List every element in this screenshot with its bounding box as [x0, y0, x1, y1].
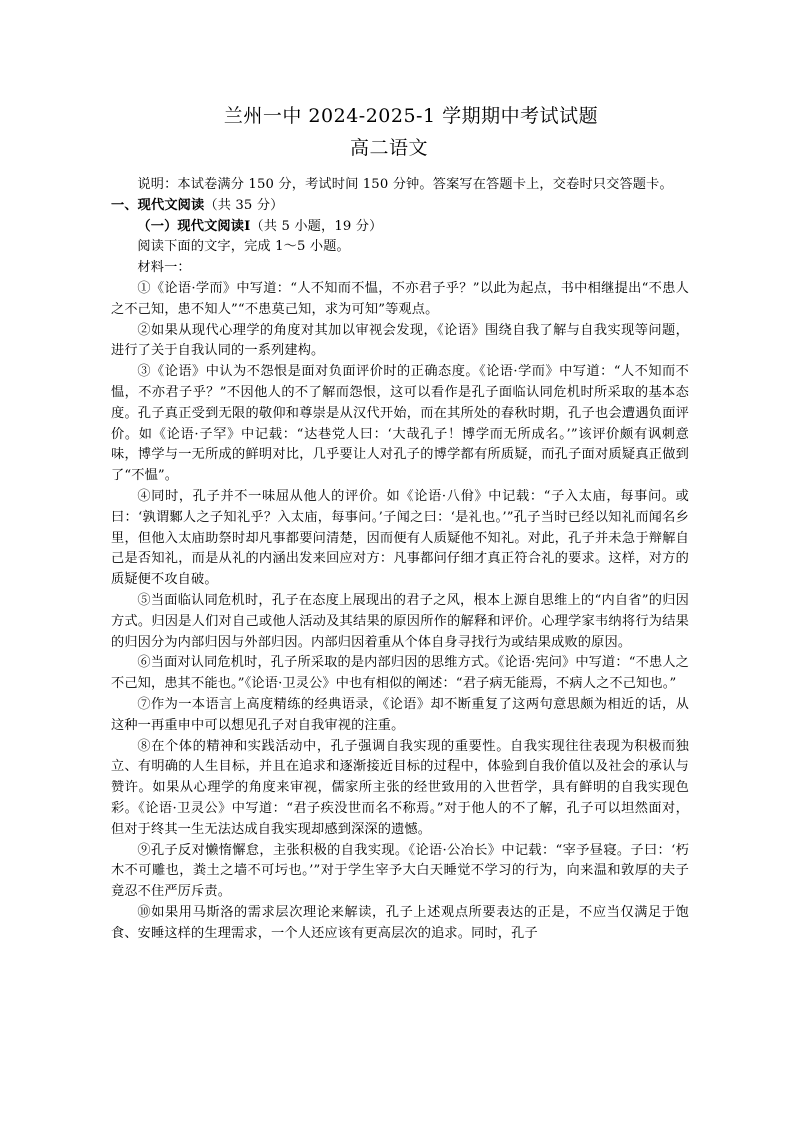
paragraph: ②如果从现代心理学的角度对其加以审视会发现，《论语》围绕自我了解与自我实现等问题，进行了关于自我认同的一系列建构。 [111, 322, 689, 359]
exam-title: 兰州一中 2024-2025-1 学期期中考试试题 [223, 105, 599, 127]
subsection-heading [111, 217, 689, 238]
paragraph: ④同时，孔子并不一味屈从他人的评价。如《论语·八佾》中记载：“子入太庙，每事问。或曰：‘孰谓鄹人之子知礼乎？入太庙，每事问。’子闻之曰：‘是礼也。’”孔子当时已经以知礼而闻名乡里，但他入太庙助祭时却凡事都要问清楚，因而便有人质疑他不知礼。对此，孔子并未急于辩解自己是否知礼，而是从礼的内涵出发来回应对方：凡事都问仔细才真正符合礼的要求。这样，对方的质疑便不攻自破。 [111, 488, 689, 588]
paragraph: ①《论语·学而》中写道：“人不知而不愠，不亦君子乎？”以此为起点，书中相继提出“不患人之不己知，患不知人”“不患莫己知，求为可知”等观点。 [111, 280, 689, 317]
paragraph: ③《论语》中认为不怨恨是面对负面评价时的正确态度。《论语·学而》中写道：“人不知而不愠，不亦君子乎？”不因他人的不了解而怨恨，这可以看作是孔子面临认同危机时所采取的基本态度。孔子真正受到无限的敬仰和尊崇是从汉代开始，而在其所处的春秋时期，孔子也会遭遇负面评价。如《论语·子罕》中记载：“达巷党人曰：‘大哉孔子！博学而无所成名。’”该评价颇有讽刺意味，博学与一无所成的鲜明对比，几乎要让人对孔子的博学都有所质疑，而孔子面对质疑真正做到了“不愠”。 [111, 364, 689, 484]
subsection-score: （共 5 小题，19 分） [250, 218, 383, 234]
paragraph: ⑦作为一本语言上高度精练的经典语录，《论语》却不断重复了这两句意思颇为相近的话，从这种一再重申中可以想见孔子对自我审视的注重。 [111, 696, 689, 733]
reading-instruction: 阅读下面的文字，完成 1～5 小题。 [137, 239, 350, 255]
paragraph: ⑨孔子反对懒惰懈怠，主张积极的自我实现。《论语·公冶长》中记载：“宰予昼寝。子曰：‘朽木不可雕也，粪土之墙不可圬也。’”对于学生宰予大白天睡觉不学习的行为，向来温和敦厚的夫子竟忍不住严厉斥责。 [111, 842, 689, 900]
document-body [111, 175, 689, 944]
exam-subtitle: 高二语文 [349, 137, 428, 159]
subsection-heading-label: （一）现代文阅读Ⅰ [137, 218, 251, 234]
section-score: （共 35 分） [204, 197, 284, 213]
paragraph: ⑥当面对认同危机时，孔子所采取的是内部归因的思维方式。《论语·宪问》中写道：“不患人之不己知，患其不能也。”《论语·卫灵公》中也有相似的阐述：“君子病无能焉，不病人之不己知也。” [111, 655, 689, 692]
material-label: 材料一： [137, 260, 191, 276]
section-heading [111, 196, 689, 217]
paragraph: ⑧在个体的精神和实践活动中，孔子强调自我实现的重要性。自我实现往往表现为积极而独立、有明确的人生目标，并且在追求和逐渐接近目标的过程中，体验到自我价值以及社会的承认与赞许。如果从心理学的角度来审视，儒家所主张的经世致用的入世哲学，具有鲜明的自我实现色彩。《论语·卫灵公》中写道：“君子疾没世而名不称焉。”对于他人的不了解，孔子可以坦然面对，但对于终其一生无法达成自我实现却感到深深的遗憾。 [111, 738, 689, 837]
section-heading-label: 一、现代文阅读 [111, 197, 205, 213]
paragraph: ⑤当面临认同危机时，孔子在态度上展现出的君子之风，根本上源自思维上的“内自省”的归因方式。归因是人们对自己或他人活动及其结果的原因所作的解释和评价。心理学家韦纳将行为结果的归因分为内部归因与外部归因。内部归因着重从个体自身寻找行为或结果成败的原因。 [111, 592, 689, 650]
paragraph: ⑩如果用马斯洛的需求层次理论来解读，孔子上述观点所要表达的正是，不应当仅满足于饱食、安睡这样的生理需求，一个人还应该有更高层次的追求。同时，孔子 [111, 904, 689, 941]
exam-notice: 说明：本试卷满分 150 分，考试时间 150 分钟。答案写在答题卡上，交卷时只交答题卡。 [137, 177, 673, 192]
